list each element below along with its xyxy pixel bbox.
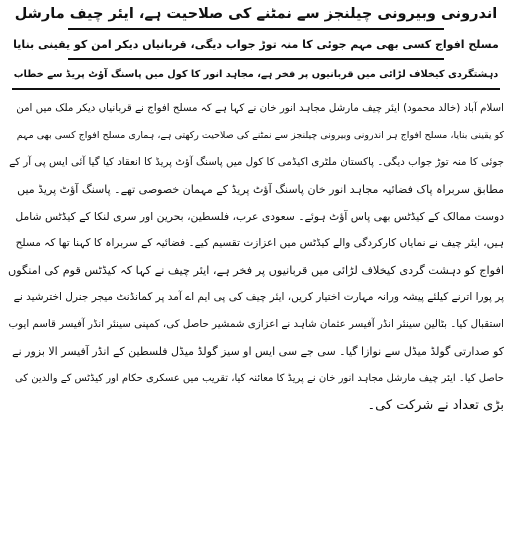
- body-line: استقبال کیا۔ بٹالین سینئر انڈر آفیسر عثمان شاہد نے اعزازی شمشیر حاصل کی، کمپنی سینئر انڈر آفیسر قاسم ایوب: [8, 318, 504, 330]
- headline-divider: [68, 28, 444, 30]
- headline-sub-1: مسلح افواج کسی بھی مہم جوئی کا منہ توڑ جواب دیگی، قربانیاں دیکر امن کو یقینی بنایا: [13, 38, 499, 51]
- body-line: مطابق سربراہ پاک فضائیہ مجاہد انور خان پاسنگ آؤٹ پریڈ کے مہمان خصوصی تھے۔ پاسنگ آؤٹ پریڈ میں: [17, 183, 504, 196]
- headline-main: اندرونی وبیرونی چیلنجز سے نمٹنے کی صلاحیت ہے، ایئر چیف مارشل: [14, 6, 498, 22]
- headline-divider: [68, 58, 444, 60]
- body-line: اسلام آباد (خالد محمود) ایئر چیف مارشل مجاہد انور خان نے کہا ہے کہ مسلح افواج نے قربانیاں دیکر ملک میں امن: [16, 102, 504, 114]
- body-line: دوست ممالک کے کیڈٹس بھی پاس آؤٹ ہوئے۔ سعودی عرب، فلسطین، بحرین اور سری لنکا کے کیڈٹس شامل: [15, 210, 504, 223]
- body-line: پر پورا اترنے کیلئے پیشہ ورانہ مہارت اختیار کریں، ایئر چیف کی پی ایم اے آمد پر کمانڈنٹ میجر جنرل اخترشید نے: [13, 291, 504, 303]
- body-line: حاصل کیا۔ ایئر چیف مارشل مجاہد انور خان نے پریڈ کا معائنہ کیا، تقریب میں عسکری حکام اور کیڈٹس کے والدین کی: [14, 373, 504, 384]
- headline-sub-2: دہشتگردی کیخلاف لڑائی میں قربانیوں پر فخر ہے، مجاہد انور کا کول میں پاسنگ آؤٹ پریڈ سے خطاب: [13, 69, 499, 80]
- article-body: [8, 95, 504, 419]
- body-line: ہیں، ایئر چیف نے نمایاں کارکردگی والے کیڈٹس میں اعزازت تقسیم کیے۔ فضائیہ کے سربراہ کا کہنا تھا کہ مسلح: [15, 237, 504, 249]
- body-line: افواج کو دہشت گردی کیخلاف لڑائی میں قربانیوں پر فخر ہے، ایئر چیف نے کہا کہ کیڈٹس قوم کی امنگوں: [7, 264, 504, 277]
- body-line: جوئی کا منہ توڑ جواب دیگی۔ پاکستان ملٹری اکیڈمی کا کول میں پاسنگ آؤٹ پریڈ کا انعقاد کیا گیا آئی ایس پی آر کے: [9, 156, 504, 168]
- headline-block: [8, 4, 504, 90]
- body-line: کو صدارتی گولڈ میڈل سے نوازا گیا۔ سی جے سی ایس او سیز گولڈ میڈل فلسطین کے انڈر آفیسر الا بزور نے: [12, 345, 504, 358]
- body-line: بڑی تعداد نے شرکت کی۔: [367, 398, 504, 413]
- body-line: کو یقینی بنایا، مسلح افواج ہر اندرونی وبیرونی چیلنجز سے نمٹنے کی صلاحیت رکھتی ہے، ہماری مسلح افواج کسی بھی مہم: [16, 130, 504, 141]
- headline-divider: [12, 88, 500, 90]
